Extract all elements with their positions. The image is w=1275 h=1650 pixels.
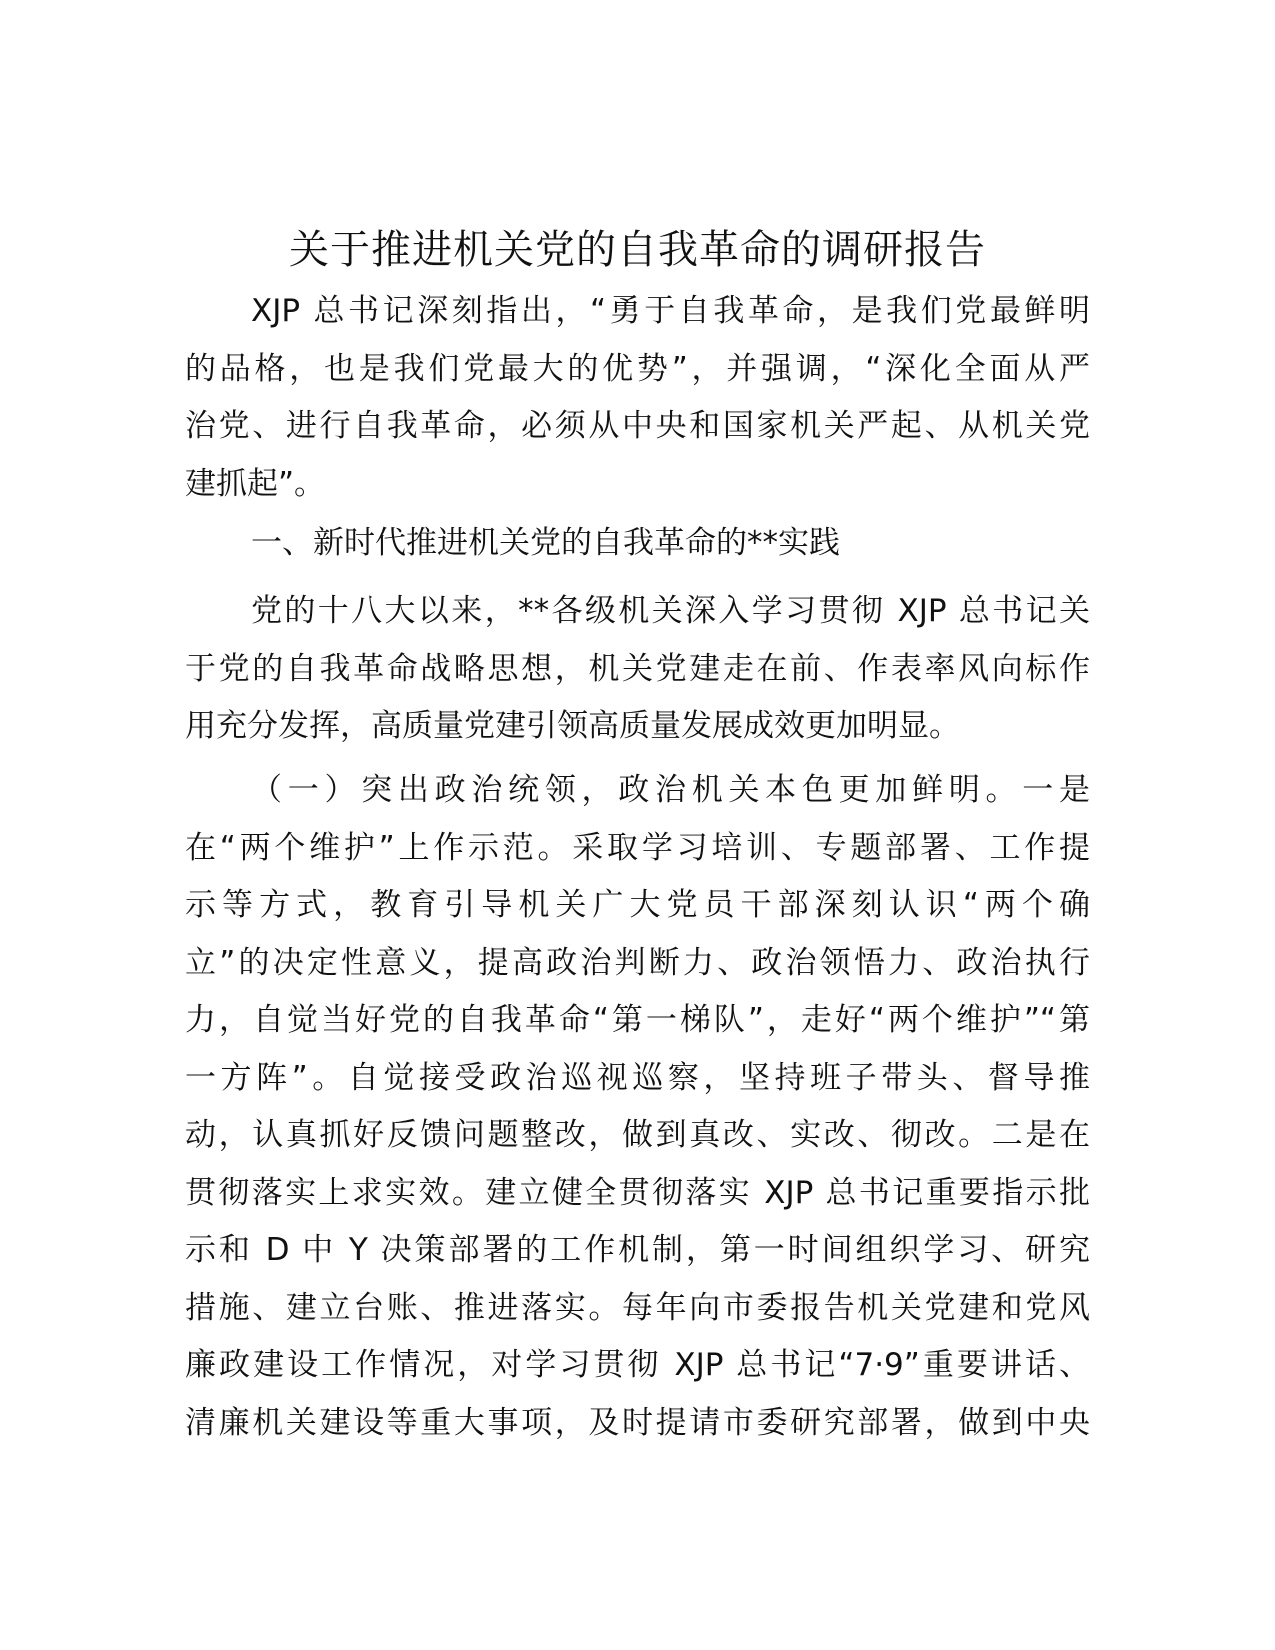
text-line: 廉政建设工作情况，对学习贯彻 XJP 总书记“7·9”重要讲话、 bbox=[185, 1347, 1090, 1383]
text-line: 的品格，也是我们党最大的优势”，并强调，“深化全面从严 bbox=[185, 350, 1090, 387]
text-line: 示和 D 中 Y 决策部署的工作机制，第一时间组织学习、研究 bbox=[185, 1232, 1090, 1268]
text-line: 在“两个维护”上作示范。采取学习培训、专题部署、工作提 bbox=[185, 829, 1090, 866]
text-line: 力，自觉当好党的自我革命“第一梯队”，走好“两个维护”“第 bbox=[185, 1002, 1090, 1038]
text-line: 一、新时代推进机关党的自我革命的**实践 bbox=[251, 525, 840, 561]
section-heading bbox=[185, 515, 1090, 573]
paragraph-overview bbox=[185, 583, 1090, 756]
text-line: 于党的自我革命战略思想，机关党建走在前、作表率风向标作 bbox=[185, 650, 1090, 687]
text-line: （一）突出政治统领，政治机关本色更加鲜明。一是 bbox=[251, 772, 1090, 808]
text-line: XJP 总书记深刻指出，“勇于自我革命，是我们党最鲜明 bbox=[251, 293, 1090, 329]
text-line: 建抓起”。 bbox=[185, 465, 326, 502]
text-line: 示等方式，教育引导机关广大党员干部深刻认识“两个确 bbox=[185, 887, 1090, 923]
paragraph-political-leadership bbox=[185, 762, 1090, 1452]
text-line: 立”的决定性意义，提高政治判断力、政治领悟力、政治执行 bbox=[185, 944, 1090, 981]
text-line: 贯彻落实上求实效。建立健全贯彻落实 XJP 总书记重要指示批 bbox=[185, 1174, 1090, 1211]
text-line: 措施、建立台账、推进落实。每年向市委报告机关党建和党风 bbox=[185, 1289, 1090, 1326]
text-line: 动，认真抓好反馈问题整改，做到真改、实改、彻改。二是在 bbox=[185, 1117, 1090, 1153]
text-line: 用充分发挥，高质量党建引领高质量发展成效更加明显。 bbox=[185, 708, 960, 744]
document-title: 关于推进机关党的自我革命的调研报告 bbox=[289, 227, 986, 273]
text-line: 一方阵”。自觉接受政治巡视巡察，坚持班子带头、督导推 bbox=[185, 1059, 1090, 1096]
text-line: 治党、进行自我革命，必须从中央和国家机关严起、从机关党 bbox=[185, 408, 1090, 444]
text-line: 党的十八大以来，**各级机关深入学习贯彻 XJP 总书记关 bbox=[251, 593, 1090, 629]
text-line: 清廉机关建设等重大事项，及时提请市委研究部署，做到中央 bbox=[185, 1404, 1090, 1441]
paragraph-intro bbox=[185, 283, 1090, 513]
